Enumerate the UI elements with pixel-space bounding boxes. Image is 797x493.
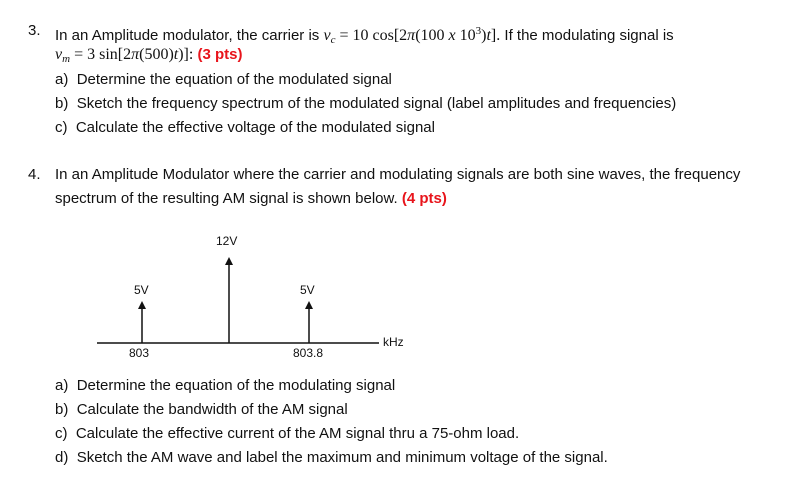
item-letter: b) [55, 401, 69, 418]
carrier-eq-exponent: 3 [475, 25, 482, 37]
carrier-eq-part: 10 [455, 27, 476, 44]
mod-symbol: v [55, 46, 63, 63]
problem-3-number: 3. [28, 22, 41, 39]
pi-symbol: π [407, 27, 416, 44]
upper-frequency-label: 803.8 [293, 346, 324, 360]
carrier-arrow-icon [225, 257, 233, 265]
problem-4-points: (4 pts) [401, 190, 447, 207]
carrier-eq-x: x [448, 27, 456, 44]
item-text: Sketch the AM wave and label the maximum and minimum voltage of the signal. [76, 449, 608, 466]
carrier-eq-part: ]. [490, 27, 501, 44]
item-text: Calculate the effective current of the AM signal thru a 75-ohm load. [75, 425, 520, 442]
carrier-eq-t: t [486, 27, 491, 44]
problem-3-intro-2: If the modulating signal is [504, 27, 674, 44]
problem-4-item-a [55, 376, 395, 396]
item-text: Determine the equation of the modulated signal [76, 71, 392, 88]
item-letter: b) [55, 95, 69, 112]
pi-symbol: π [131, 46, 140, 63]
upper-sideband-amplitude-label: 5V [300, 283, 315, 297]
problem-3-intro: In an Amplitude modulator, the carrier is [55, 27, 320, 44]
item-text: Determine the equation of the modulating signal [76, 377, 396, 394]
problem-4-item-d [55, 448, 608, 468]
item-text: Calculate the bandwidth of the AM signal [76, 401, 348, 418]
mod-eq-part: )]: [178, 46, 194, 63]
carrier-symbol: v [323, 27, 331, 44]
problem-3-points: (3 pts) [197, 46, 243, 63]
item-letter: d) [55, 449, 69, 466]
item-text: Sketch the frequency spectrum of the modulated signal (label amplitudes and frequencies) [76, 95, 677, 112]
carrier-eq-part: ) [481, 27, 487, 44]
problem-4-line-2-text: spectrum of the resulting AM signal is shown below. [55, 190, 398, 207]
item-letter: a) [55, 377, 69, 394]
lower-frequency-label: 803 [129, 346, 150, 360]
problem-4-line-1: In an Amplitude Modulator where the carrier and modulating signals are both sine waves, the frequency [55, 166, 741, 183]
item-letter: c) [55, 119, 68, 136]
problem-4-number: 4. [28, 166, 41, 183]
lower-sideband-arrow-icon [138, 301, 146, 309]
mod-subscript: m [62, 53, 71, 65]
mod-eq-part: = 3 sin[2 [70, 46, 132, 63]
lower-sideband-amplitude-label: 5V [134, 283, 149, 297]
mod-eq-part: (500) [139, 46, 174, 63]
mod-eq-t: t [173, 46, 179, 63]
carrier-eq-part: (100 [415, 27, 449, 44]
item-letter: c) [55, 425, 68, 442]
carrier-eq-part: = 10 cos[2 [335, 27, 408, 44]
carrier-amplitude-label: 12V [216, 234, 238, 248]
item-letter: a) [55, 71, 69, 88]
item-text: Calculate the effective voltage of the modulated signal [75, 119, 435, 136]
problem-4-item-c [55, 424, 519, 444]
axis-unit-label: kHz [383, 335, 404, 349]
carrier-subscript: c [330, 34, 336, 46]
upper-sideband-arrow-icon [305, 301, 313, 309]
problem-4-item-b [55, 400, 348, 420]
